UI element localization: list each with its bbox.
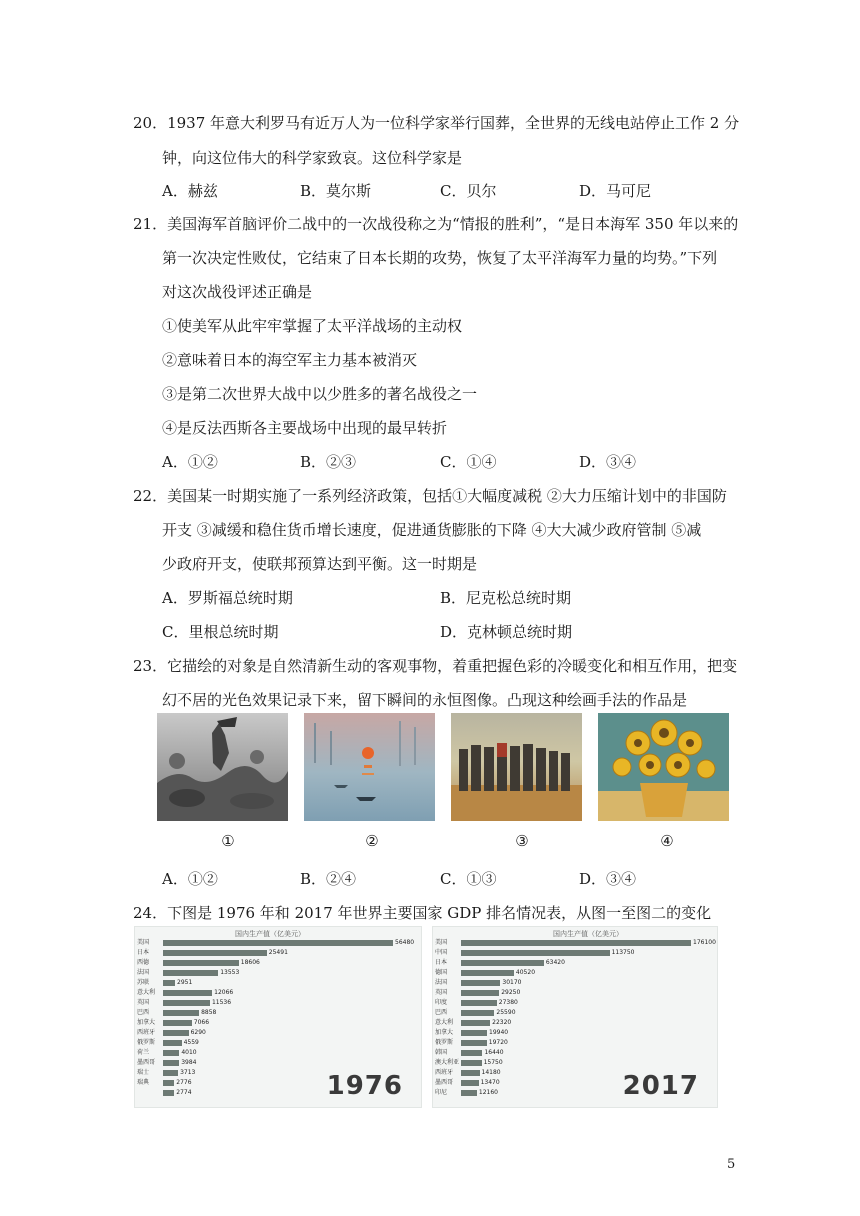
q22-line3: 少政府开支，使联邦预算达到平衡。这一时期是 bbox=[162, 555, 478, 573]
chart-bar bbox=[163, 980, 175, 986]
chart-bar bbox=[163, 1010, 199, 1016]
chart-row bbox=[433, 939, 717, 947]
q20-option-a: A．赫兹 bbox=[162, 182, 218, 200]
chart-bar bbox=[163, 1030, 189, 1036]
chart-bar bbox=[461, 1010, 494, 1016]
chart-category-label: 加拿大 bbox=[435, 1029, 454, 1036]
chart-category-label: 澳大利亚 bbox=[435, 1059, 460, 1066]
chart-bar bbox=[461, 1000, 497, 1006]
painting-label-3: ③ bbox=[515, 832, 529, 850]
chart-category-label: 苏联 bbox=[137, 979, 150, 986]
q23-option-a: A．①② bbox=[162, 870, 218, 888]
chart-category-label: 加拿大 bbox=[137, 1019, 156, 1026]
chart-bar bbox=[163, 970, 218, 976]
chart-value-label: 8858 bbox=[201, 1009, 217, 1016]
chart-row bbox=[433, 1089, 717, 1097]
chart-category-label: 英国 bbox=[137, 999, 150, 1006]
chart-year-label: 2017 bbox=[622, 1071, 699, 1101]
q21-item-2: ②意味着日本的海空军主力基本被消灭 bbox=[162, 351, 418, 369]
chart-value-label: 2951 bbox=[177, 979, 193, 986]
q22-line2: 开支 ③减缓和稳住货币增长速度，促进通货膨胀的下降 ④大大减少政府管制 ⑤减 bbox=[162, 521, 702, 539]
chart-bar bbox=[461, 970, 514, 976]
chart-bar bbox=[461, 1090, 477, 1096]
chart-row bbox=[135, 959, 421, 967]
chart-row bbox=[433, 1039, 717, 1047]
chart-row bbox=[433, 1029, 717, 1037]
q20-line1: 20．1937 年意大利罗马有近万人为一位科学家举行国葬，全世界的无线电站停止工作 2 分 bbox=[133, 114, 740, 132]
chart-row bbox=[433, 949, 717, 957]
chart-row bbox=[135, 1059, 421, 1067]
chart-value-label: 25491 bbox=[268, 949, 288, 956]
chart-row bbox=[135, 949, 421, 957]
chart-value-label: 30170 bbox=[502, 979, 522, 986]
q21-option-d: D．③④ bbox=[579, 453, 637, 471]
chart-category-label: 俄罗斯 bbox=[137, 1039, 156, 1046]
chart-value-label: 56480 bbox=[395, 939, 415, 946]
chart-category-label: 日本 bbox=[137, 949, 150, 956]
q21-option-b: B．②③ bbox=[300, 453, 357, 471]
chart-value-label: 16440 bbox=[484, 1049, 504, 1056]
chart-row bbox=[135, 1049, 421, 1057]
chart-row bbox=[135, 969, 421, 977]
q21-line2: 第一次决定性败仗，它结束了日本长期的攻势，恢复了太平洋海军力量的均势。”下列 bbox=[162, 249, 718, 267]
chart-row bbox=[135, 1089, 421, 1097]
q22-line1: 22．美国某一时期实施了一系列经济政策，包括①大幅度减税 ②大力压缩计划中的非国防 bbox=[133, 487, 727, 505]
painting-label-1: ① bbox=[221, 832, 235, 850]
chart-bar bbox=[163, 1050, 179, 1056]
chart-bar bbox=[163, 950, 267, 956]
chart-category-label: 巴西 bbox=[137, 1009, 150, 1016]
chart-bar bbox=[461, 1060, 482, 1066]
q21-item-1: ①使美军从此牢牢掌握了太平洋战场的主动权 bbox=[162, 317, 463, 335]
chart-category-label: 英国 bbox=[435, 989, 448, 996]
chart-value-label: 3984 bbox=[181, 1059, 197, 1066]
chart-value-label: 113750 bbox=[611, 949, 635, 956]
chart-category-label: 西班牙 bbox=[435, 1069, 454, 1076]
chart-row bbox=[433, 1059, 717, 1067]
chart-year-label: 1976 bbox=[326, 1071, 403, 1101]
chart-title: 国内生产值（亿美元） bbox=[553, 930, 623, 938]
chart-bar bbox=[461, 1080, 479, 1086]
chart-row bbox=[135, 989, 421, 997]
chart-bar bbox=[163, 1000, 210, 1006]
chart-category-label: 法国 bbox=[137, 969, 150, 976]
q20-option-c: C．贝尔 bbox=[440, 182, 497, 200]
page-number: 5 bbox=[727, 1157, 736, 1172]
q21-line1: 21．美国海军首脑评价二战中的一次战役称之为“情报的胜利”，“是日本海军 350 年以来的 bbox=[133, 215, 739, 233]
gdp-chart-2017 bbox=[432, 926, 718, 1108]
chart-bar bbox=[461, 960, 544, 966]
chart-value-label: 7066 bbox=[193, 1019, 210, 1026]
chart-value-label: 4010 bbox=[181, 1049, 197, 1056]
chart-category-label: 瑞典 bbox=[137, 1079, 150, 1086]
chart-row bbox=[135, 939, 421, 947]
q20-line2: 钟，向这位伟大的科学家致哀。这位科学家是 bbox=[162, 149, 463, 167]
painting-label-2: ② bbox=[365, 832, 379, 850]
chart-row bbox=[135, 1029, 421, 1037]
chart-category-label: 中国 bbox=[435, 949, 448, 956]
chart-category-label: 墨西哥 bbox=[137, 1059, 156, 1066]
chart-row bbox=[135, 1079, 421, 1087]
chart-bar bbox=[163, 990, 212, 996]
chart-bar bbox=[163, 1060, 179, 1066]
chart-category-label: 俄罗斯 bbox=[435, 1039, 454, 1046]
chart-row bbox=[135, 1019, 421, 1027]
chart-value-label: 4559 bbox=[183, 1039, 199, 1046]
chart-bar bbox=[163, 1070, 178, 1076]
chart-value-label: 14180 bbox=[481, 1069, 501, 1076]
chart-category-label: 法国 bbox=[435, 979, 448, 986]
chart-value-label: 3713 bbox=[180, 1069, 196, 1076]
chart-bar bbox=[461, 1070, 480, 1076]
chart-row bbox=[135, 979, 421, 987]
chart-value-label: 13553 bbox=[220, 969, 240, 976]
q21-line3: 对这次战役评述正确是 bbox=[162, 283, 313, 301]
chart-row bbox=[135, 1039, 421, 1047]
chart-value-label: 15750 bbox=[483, 1059, 503, 1066]
chart-bar bbox=[163, 960, 239, 966]
chart-bar bbox=[461, 1030, 487, 1036]
chart-value-label: 27380 bbox=[498, 999, 518, 1006]
chart-value-label: 12066 bbox=[214, 989, 234, 996]
chart-category-label: 意大利 bbox=[137, 989, 156, 996]
chart-row bbox=[433, 959, 717, 967]
chart-value-label: 2776 bbox=[176, 1079, 192, 1086]
q22-option-b: B．尼克松总统时期 bbox=[440, 589, 572, 607]
chart-value-label: 176100 bbox=[693, 939, 716, 946]
chart-category-label: 墨西哥 bbox=[435, 1079, 454, 1086]
q23-option-b: B．②④ bbox=[300, 870, 357, 888]
chart-value-label: 13470 bbox=[480, 1079, 500, 1086]
chart-row bbox=[433, 989, 717, 997]
chart-row bbox=[433, 999, 717, 1007]
chart-category-label: 美国 bbox=[435, 939, 448, 946]
chart-value-label: 22320 bbox=[492, 1019, 512, 1026]
chart-row bbox=[135, 1009, 421, 1017]
chart-bar bbox=[163, 1090, 174, 1096]
q21-item-3: ③是第二次世界大战中以少胜多的著名战役之一 bbox=[162, 385, 478, 403]
chart-value-label: 63420 bbox=[545, 959, 565, 966]
chart-value-label: 19940 bbox=[489, 1029, 509, 1036]
chart-bar bbox=[163, 1040, 182, 1046]
chart-value-label: 18606 bbox=[240, 959, 260, 966]
chart-category-label: 巴西 bbox=[435, 1009, 448, 1016]
chart-value-label: 2774 bbox=[176, 1089, 192, 1096]
chart-bar bbox=[163, 1080, 174, 1086]
q24-line1: 24．下图是 1976 年和 2017 年世界主要国家 GDP 排名情况表，从图一至图二的变化 bbox=[133, 904, 712, 922]
chart-value-label: 11536 bbox=[211, 999, 232, 1006]
chart-row bbox=[433, 969, 717, 977]
chart-row bbox=[433, 1079, 717, 1087]
painting-1 bbox=[157, 713, 288, 821]
painting-label-4: ④ bbox=[660, 832, 674, 850]
chart-bar bbox=[163, 1020, 192, 1026]
chart-value-label: 29250 bbox=[501, 989, 521, 996]
q22-option-d: D．克林顿总统时期 bbox=[440, 623, 573, 641]
chart-category-label: 德国 bbox=[435, 969, 448, 976]
chart-category-label: 美国 bbox=[137, 939, 150, 946]
chart-category-label: 瑞士 bbox=[137, 1069, 150, 1076]
q23-option-c: C．①③ bbox=[440, 870, 497, 888]
chart-category-label: 印尼 bbox=[435, 1089, 448, 1096]
chart-row bbox=[135, 999, 421, 1007]
painting-3 bbox=[451, 713, 582, 821]
chart-row bbox=[433, 979, 717, 987]
q21-item-4: ④是反法西斯各主要战场中出现的最早转折 bbox=[162, 419, 448, 437]
chart-category-label: 西班牙 bbox=[137, 1029, 156, 1036]
chart-category-label: 荷兰 bbox=[137, 1049, 150, 1056]
q21-option-a: A．①② bbox=[162, 453, 218, 471]
q22-option-c: C．里根总统时期 bbox=[162, 623, 279, 641]
chart-bar bbox=[461, 1020, 490, 1026]
chart-bar bbox=[461, 1050, 482, 1056]
chart-value-label: 25590 bbox=[496, 1009, 516, 1016]
chart-row bbox=[135, 1069, 421, 1077]
chart-row bbox=[433, 1069, 717, 1077]
chart-category-label: 意大利 bbox=[435, 1019, 454, 1026]
chart-bar bbox=[461, 1040, 487, 1046]
chart-category-label: 西德 bbox=[137, 959, 150, 966]
chart-bar bbox=[461, 980, 500, 986]
chart-value-label: 19720 bbox=[488, 1039, 508, 1046]
q23-option-d: D．③④ bbox=[579, 870, 637, 888]
chart-row bbox=[433, 1009, 717, 1017]
chart-bar bbox=[461, 950, 610, 956]
gdp-chart-1976 bbox=[134, 926, 422, 1108]
q23-line1: 23．它描绘的对象是自然清新生动的客观事物，着重把握色彩的冷暖变化和相互作用，把变 bbox=[133, 657, 738, 675]
chart-row bbox=[433, 1019, 717, 1027]
painting-4 bbox=[598, 713, 729, 821]
painting-2 bbox=[304, 713, 435, 821]
q21-option-c: C．①④ bbox=[440, 453, 497, 471]
q22-option-a: A．罗斯福总统时期 bbox=[162, 589, 293, 607]
chart-category-label: 印度 bbox=[435, 999, 448, 1006]
chart-title: 国内生产值（亿美元） bbox=[235, 930, 305, 938]
q23-line2: 幻不居的光色效果记录下来，留下瞬间的永恒图像。凸现这种绘画手法的作品是 bbox=[162, 691, 688, 709]
chart-value-label: 12160 bbox=[478, 1089, 498, 1096]
chart-value-label: 40520 bbox=[515, 969, 536, 976]
chart-category-label: 日本 bbox=[435, 959, 448, 966]
chart-bar bbox=[461, 990, 499, 996]
chart-bar bbox=[461, 940, 691, 946]
chart-value-label: 6290 bbox=[190, 1029, 206, 1036]
chart-row bbox=[433, 1049, 717, 1057]
q20-option-b: B．莫尔斯 bbox=[300, 182, 372, 200]
q20-option-d: D．马可尼 bbox=[579, 182, 652, 200]
chart-category-label: 韩国 bbox=[435, 1049, 448, 1056]
chart-bar bbox=[163, 940, 393, 946]
